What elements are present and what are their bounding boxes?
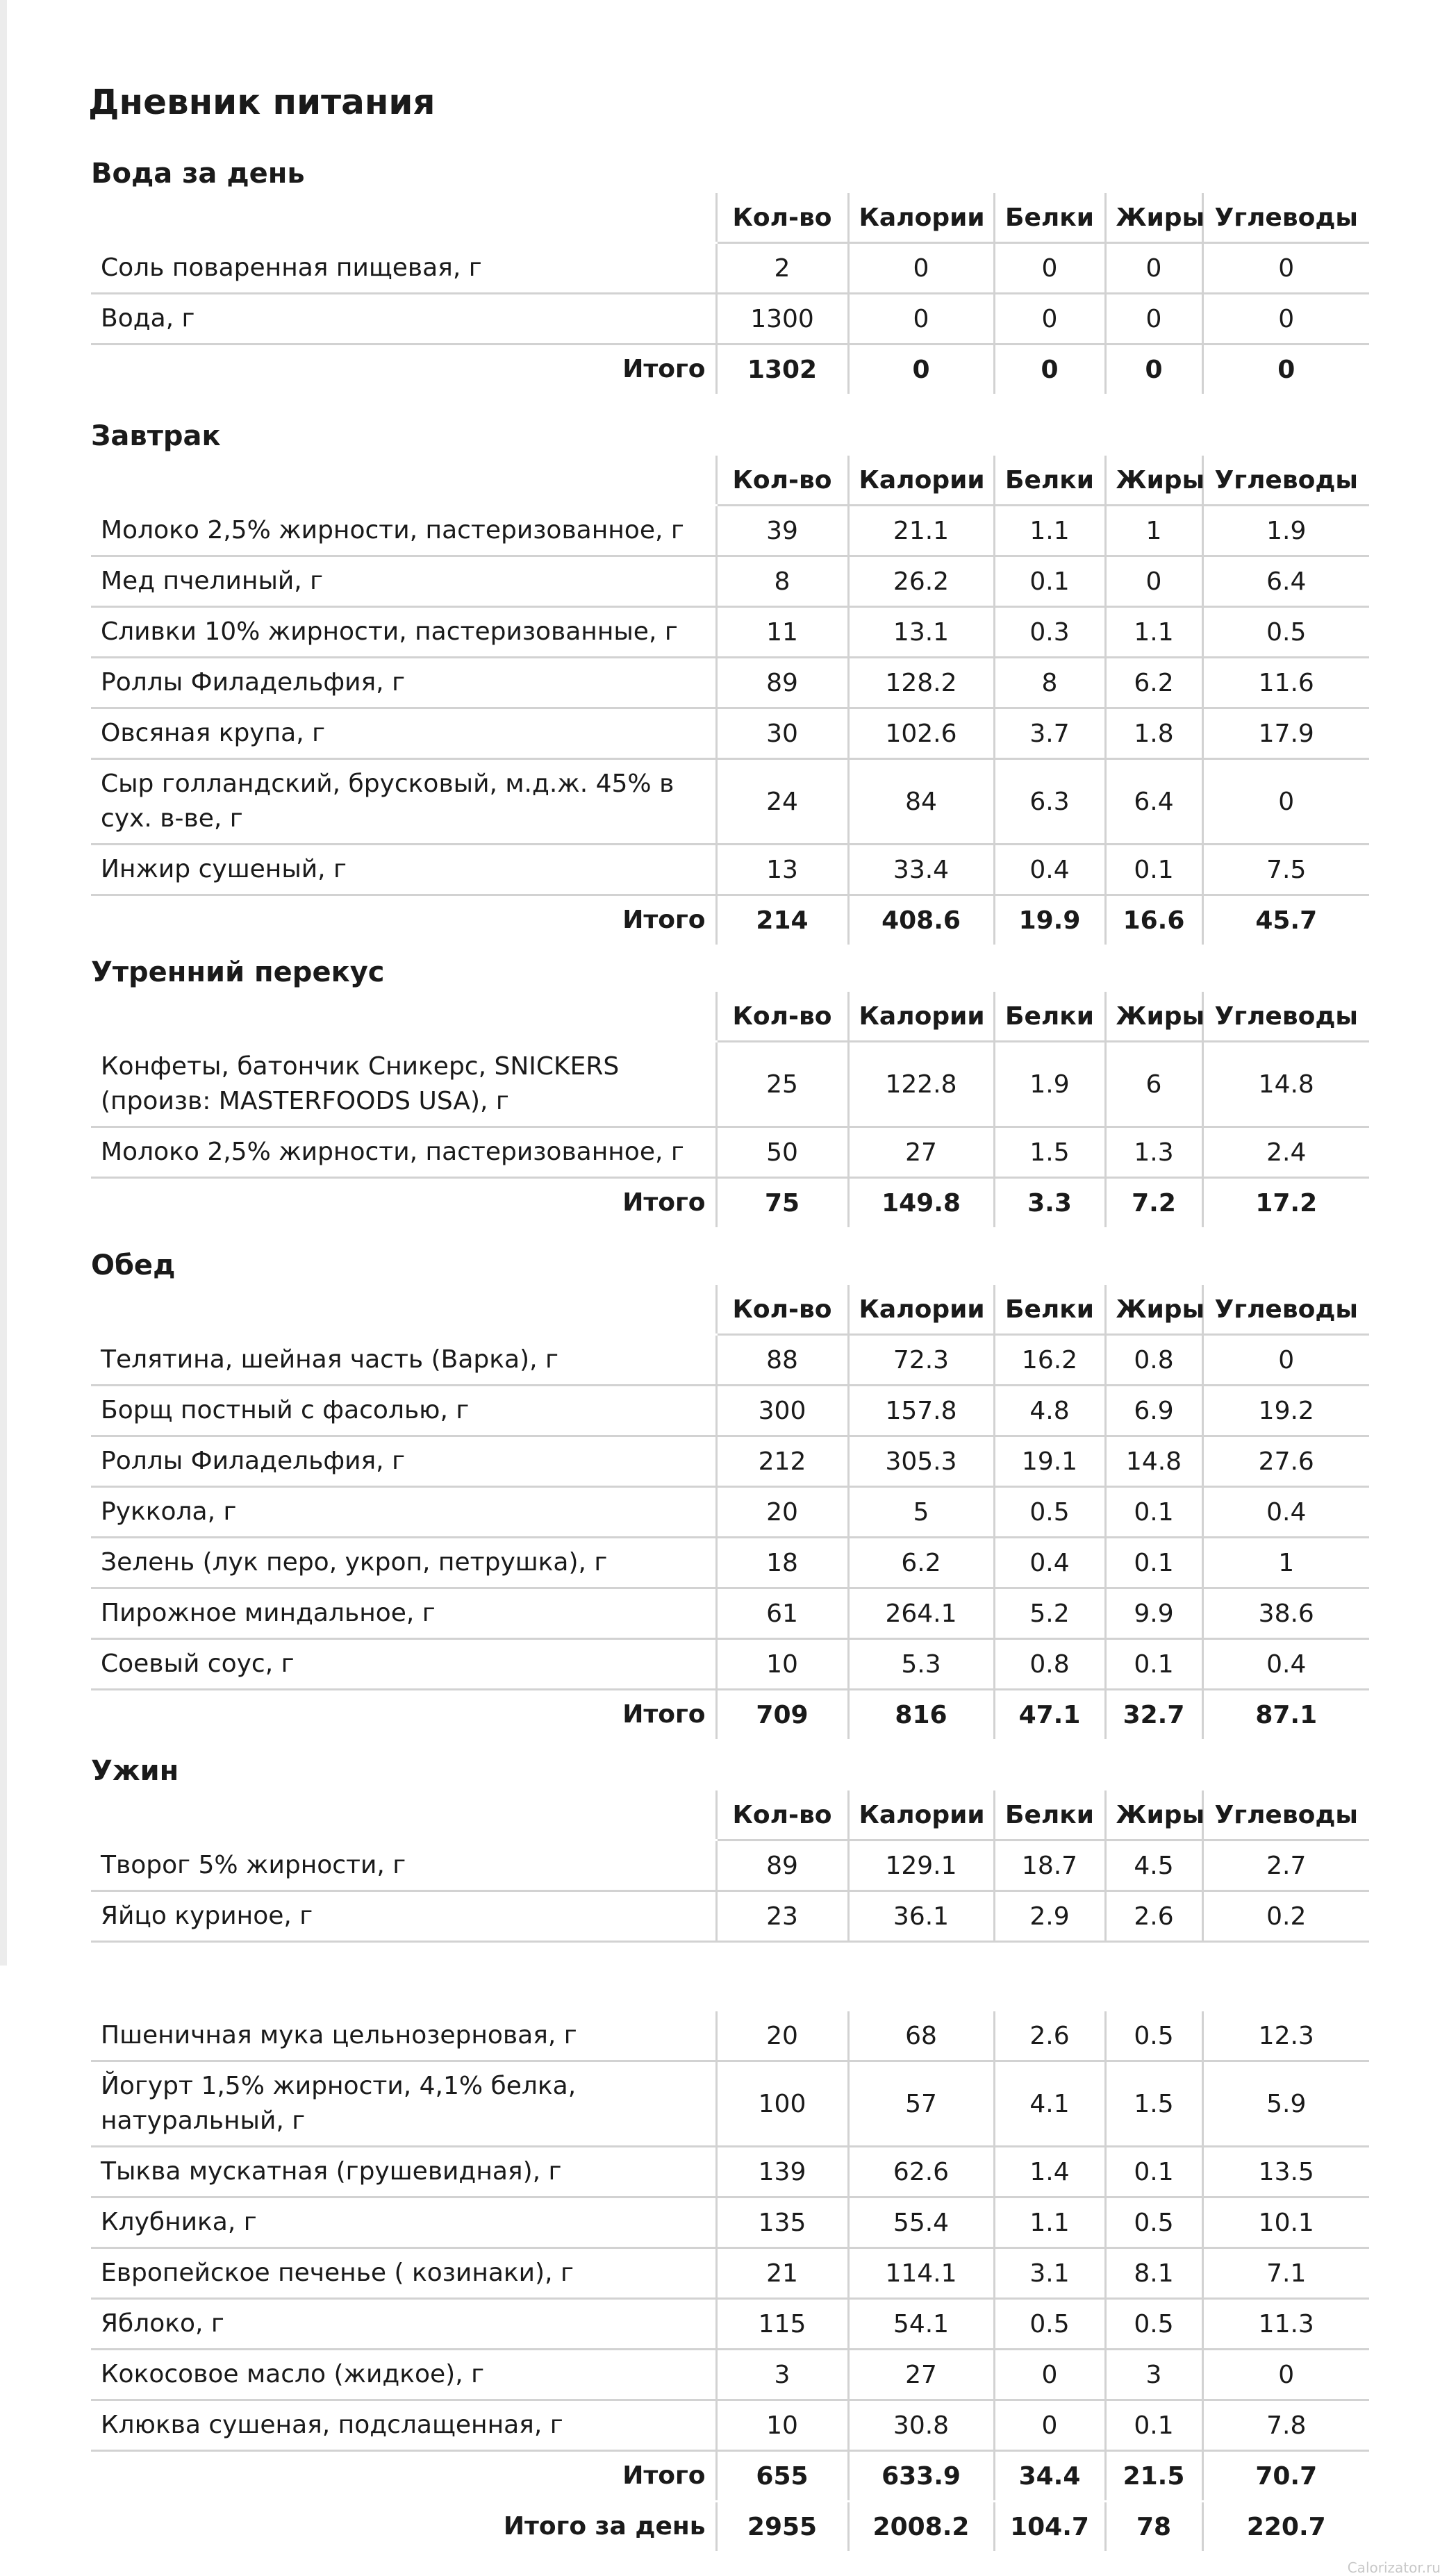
food-qty: 115 bbox=[716, 2299, 848, 2350]
food-qty: 30 bbox=[716, 708, 848, 759]
table-row bbox=[91, 845, 1369, 895]
table-row bbox=[91, 708, 1369, 759]
food-fat: 3 bbox=[1105, 2350, 1202, 2400]
food-carb: 19.2 bbox=[1202, 1386, 1369, 1436]
day-total-qty: 2955 bbox=[716, 2502, 848, 2552]
total-cal: 816 bbox=[848, 1690, 994, 1740]
table-header-row bbox=[91, 1285, 1369, 1335]
header-name-cell bbox=[91, 1790, 716, 1840]
meal-title: Завтрак bbox=[91, 420, 221, 452]
food-cal: 27 bbox=[848, 2350, 994, 2400]
table-row bbox=[91, 1538, 1369, 1588]
food-cal: 26.2 bbox=[848, 556, 994, 607]
food-qty: 13 bbox=[716, 845, 848, 895]
food-cal: 68 bbox=[848, 2011, 994, 2061]
total-pro: 0 bbox=[994, 344, 1105, 395]
food-cal: 57 bbox=[848, 2061, 994, 2147]
food-qty: 100 bbox=[716, 2061, 848, 2147]
food-pro: 0 bbox=[994, 2400, 1105, 2451]
food-name: Сливки 10% жирности, пастеризованные, г bbox=[91, 607, 716, 658]
food-pro: 0.4 bbox=[994, 1538, 1105, 1588]
table-row bbox=[91, 2299, 1369, 2350]
table-row bbox=[91, 2147, 1369, 2197]
total-cal: 633.9 bbox=[848, 2451, 994, 2502]
table-row bbox=[91, 1335, 1369, 1386]
food-fat: 0.1 bbox=[1105, 2147, 1202, 2197]
food-name: Европейское печенье ( козинаки), г bbox=[91, 2248, 716, 2299]
food-cal: 129.1 bbox=[848, 1840, 994, 1891]
food-pro: 1.4 bbox=[994, 2147, 1105, 2197]
header-qty: Кол-во bbox=[716, 1790, 848, 1840]
meal-title: Утренний перекус bbox=[91, 956, 385, 988]
food-name: Борщ постный с фасолью, г bbox=[91, 1386, 716, 1436]
food-carb: 1.9 bbox=[1202, 506, 1369, 556]
food-fat: 2.6 bbox=[1105, 1891, 1202, 1942]
food-pro: 0 bbox=[994, 2350, 1105, 2400]
food-name: Кокосовое масло (жидкое), г bbox=[91, 2350, 716, 2400]
food-pro: 0.8 bbox=[994, 1639, 1105, 1690]
food-qty: 1300 bbox=[716, 294, 848, 344]
header-fat: Жиры bbox=[1105, 456, 1202, 506]
header-pro: Белки bbox=[994, 193, 1105, 243]
food-fat: 1.3 bbox=[1105, 1127, 1202, 1178]
food-fat: 0.1 bbox=[1105, 1639, 1202, 1690]
food-cal: 122.8 bbox=[848, 1042, 994, 1127]
food-cal: 305.3 bbox=[848, 1436, 994, 1487]
table-row bbox=[91, 1588, 1369, 1639]
food-name: Пшеничная мука цельнозерновая, г bbox=[91, 2011, 716, 2061]
meal-table bbox=[91, 1790, 1369, 1943]
table-row bbox=[91, 556, 1369, 607]
food-fat: 0.1 bbox=[1105, 1538, 1202, 1588]
table-row bbox=[91, 1840, 1369, 1891]
food-cal: 33.4 bbox=[848, 845, 994, 895]
header-cal: Калории bbox=[848, 1790, 994, 1840]
food-fat: 1.1 bbox=[1105, 607, 1202, 658]
meal-section bbox=[91, 1246, 1369, 1741]
total-row bbox=[91, 895, 1369, 946]
food-fat: 0.1 bbox=[1105, 845, 1202, 895]
food-pro: 5.2 bbox=[994, 1588, 1105, 1639]
food-carb: 10.1 bbox=[1202, 2197, 1369, 2248]
header-cal: Калории bbox=[848, 992, 994, 1042]
total-cal: 0 bbox=[848, 344, 994, 395]
food-pro: 1.5 bbox=[994, 1127, 1105, 1178]
total-cal: 408.6 bbox=[848, 895, 994, 946]
food-name: Конфеты, батончик Сникерс, SNICKERS (произв: MASTERFOODS USA), г bbox=[91, 1042, 716, 1127]
table-row bbox=[91, 243, 1369, 294]
header-pro: Белки bbox=[994, 992, 1105, 1042]
table-header-row bbox=[91, 193, 1369, 243]
header-qty: Кол-во bbox=[716, 456, 848, 506]
table-row bbox=[91, 1891, 1369, 1942]
food-fat: 0.1 bbox=[1105, 1487, 1202, 1538]
food-qty: 25 bbox=[716, 1042, 848, 1127]
table-header-row bbox=[91, 1790, 1369, 1840]
food-cal: 21.1 bbox=[848, 506, 994, 556]
food-carb: 7.1 bbox=[1202, 2248, 1369, 2299]
food-pro: 4.8 bbox=[994, 1386, 1105, 1436]
food-name: Роллы Филадельфия, г bbox=[91, 1436, 716, 1487]
food-qty: 139 bbox=[716, 2147, 848, 2197]
food-carb: 27.6 bbox=[1202, 1436, 1369, 1487]
header-cal: Калории bbox=[848, 456, 994, 506]
food-carb: 0 bbox=[1202, 2350, 1369, 2400]
food-cal: 157.8 bbox=[848, 1386, 994, 1436]
table-row bbox=[91, 1639, 1369, 1690]
food-carb: 11.3 bbox=[1202, 2299, 1369, 2350]
food-fat: 4.5 bbox=[1105, 1840, 1202, 1891]
header-fat: Жиры bbox=[1105, 193, 1202, 243]
total-label: Итого bbox=[622, 2461, 706, 2490]
food-pro: 3.7 bbox=[994, 708, 1105, 759]
food-pro: 2.6 bbox=[994, 2011, 1105, 2061]
food-carb: 0.4 bbox=[1202, 1487, 1369, 1538]
food-cal: 114.1 bbox=[848, 2248, 994, 2299]
food-name: Руккола, г bbox=[91, 1487, 716, 1538]
meal-table bbox=[91, 193, 1369, 396]
food-carb: 13.5 bbox=[1202, 2147, 1369, 2197]
total-pro: 47.1 bbox=[994, 1690, 1105, 1740]
meal-table bbox=[91, 1285, 1369, 1741]
food-pro: 1.9 bbox=[994, 1042, 1105, 1127]
food-fat: 0.5 bbox=[1105, 2197, 1202, 2248]
total-row bbox=[91, 344, 1369, 395]
header-carb: Углеводы bbox=[1202, 456, 1369, 506]
food-name: Яблоко, г bbox=[91, 2299, 716, 2350]
food-fat: 6.4 bbox=[1105, 759, 1202, 845]
food-fat: 0.5 bbox=[1105, 2299, 1202, 2350]
header-name-cell bbox=[91, 1285, 716, 1335]
food-fat: 0.8 bbox=[1105, 1335, 1202, 1386]
food-fat: 0.5 bbox=[1105, 2011, 1202, 2061]
food-carb: 38.6 bbox=[1202, 1588, 1369, 1639]
food-name: Инжир сушеный, г bbox=[91, 845, 716, 895]
food-qty: 10 bbox=[716, 2400, 848, 2451]
table-row bbox=[91, 759, 1369, 845]
header-fat: Жиры bbox=[1105, 1285, 1202, 1335]
food-cal: 102.6 bbox=[848, 708, 994, 759]
food-cal: 27 bbox=[848, 1127, 994, 1178]
food-fat: 0 bbox=[1105, 294, 1202, 344]
food-qty: 11 bbox=[716, 607, 848, 658]
header-carb: Углеводы bbox=[1202, 193, 1369, 243]
watermark: Calorizator.ru bbox=[1347, 2559, 1441, 2576]
table-row bbox=[91, 294, 1369, 344]
table-row bbox=[91, 2061, 1369, 2147]
food-fat: 14.8 bbox=[1105, 1436, 1202, 1487]
food-pro: 3.1 bbox=[994, 2248, 1105, 2299]
meal-table bbox=[91, 2011, 1369, 2553]
header-carb: Углеводы bbox=[1202, 1790, 1369, 1840]
total-qty: 655 bbox=[716, 2451, 848, 2502]
header-name-cell bbox=[91, 456, 716, 506]
food-fat: 9.9 bbox=[1105, 1588, 1202, 1639]
table-row bbox=[91, 1487, 1369, 1538]
food-cal: 30.8 bbox=[848, 2400, 994, 2451]
total-carb: 70.7 bbox=[1202, 2451, 1369, 2502]
page-title: Дневник питания bbox=[88, 82, 436, 122]
food-pro: 0.3 bbox=[994, 607, 1105, 658]
food-qty: 3 bbox=[716, 2350, 848, 2400]
header-pro: Белки bbox=[994, 1285, 1105, 1335]
total-pro: 3.3 bbox=[994, 1178, 1105, 1229]
food-carb: 0.5 bbox=[1202, 607, 1369, 658]
food-pro: 0 bbox=[994, 243, 1105, 294]
total-fat: 21.5 bbox=[1105, 2451, 1202, 2502]
left-edge-strip bbox=[0, 0, 7, 1966]
meal-section bbox=[91, 953, 1369, 1229]
day-total-carb: 220.7 bbox=[1202, 2502, 1369, 2552]
food-pro: 19.1 bbox=[994, 1436, 1105, 1487]
food-name: Соевый соус, г bbox=[91, 1639, 716, 1690]
food-carb: 0.2 bbox=[1202, 1891, 1369, 1942]
meal-title: Вода за день bbox=[91, 158, 305, 190]
food-name: Вода, г bbox=[91, 294, 716, 344]
header-fat: Жиры bbox=[1105, 1790, 1202, 1840]
food-carb: 0 bbox=[1202, 243, 1369, 294]
table-row bbox=[91, 607, 1369, 658]
food-pro: 8 bbox=[994, 658, 1105, 708]
table-row bbox=[91, 2011, 1369, 2061]
food-fat: 8.1 bbox=[1105, 2248, 1202, 2299]
food-carb: 2.4 bbox=[1202, 1127, 1369, 1178]
table-header-row bbox=[91, 992, 1369, 1042]
food-fat: 0 bbox=[1105, 243, 1202, 294]
food-qty: 61 bbox=[716, 1588, 848, 1639]
meal-section bbox=[91, 1752, 1369, 1943]
food-qty: 88 bbox=[716, 1335, 848, 1386]
food-name: Молоко 2,5% жирности, пастеризованное, г bbox=[91, 506, 716, 556]
total-pro: 34.4 bbox=[994, 2451, 1105, 2502]
food-cal: 5.3 bbox=[848, 1639, 994, 1690]
meal-table bbox=[91, 456, 1369, 947]
food-qty: 135 bbox=[716, 2197, 848, 2248]
food-cal: 264.1 bbox=[848, 1588, 994, 1639]
food-name: Тыква мускатная (грушевидная), г bbox=[91, 2147, 716, 2197]
total-carb: 0 bbox=[1202, 344, 1369, 395]
food-qty: 39 bbox=[716, 506, 848, 556]
day-total-pro: 104.7 bbox=[994, 2502, 1105, 2552]
food-name: Зелень (лук перо, укроп, петрушка), г bbox=[91, 1538, 716, 1588]
food-name: Сыр голландский, брусковый, м.д.ж. 45% в сух. в-ве, г bbox=[91, 759, 716, 845]
food-pro: 0.5 bbox=[994, 2299, 1105, 2350]
food-carb: 6.4 bbox=[1202, 556, 1369, 607]
total-label: Итого bbox=[622, 355, 706, 383]
total-pro: 19.9 bbox=[994, 895, 1105, 946]
food-qty: 18 bbox=[716, 1538, 848, 1588]
total-row bbox=[91, 1178, 1369, 1229]
food-carb: 0 bbox=[1202, 294, 1369, 344]
food-name: Клубника, г bbox=[91, 2197, 716, 2248]
header-name-cell bbox=[91, 193, 716, 243]
food-cal: 0 bbox=[848, 243, 994, 294]
food-carb: 5.9 bbox=[1202, 2061, 1369, 2147]
food-name: Яйцо куриное, г bbox=[91, 1891, 716, 1942]
food-pro: 0 bbox=[994, 294, 1105, 344]
food-name: Пирожное миндальное, г bbox=[91, 1588, 716, 1639]
table-row bbox=[91, 658, 1369, 708]
food-pro: 16.2 bbox=[994, 1335, 1105, 1386]
total-label: Итого bbox=[622, 906, 706, 934]
food-fat: 1.8 bbox=[1105, 708, 1202, 759]
total-label: Итого bbox=[622, 1188, 706, 1217]
food-pro: 6.3 bbox=[994, 759, 1105, 845]
header-pro: Белки bbox=[994, 456, 1105, 506]
food-cal: 5 bbox=[848, 1487, 994, 1538]
food-carb: 17.9 bbox=[1202, 708, 1369, 759]
food-name: Соль поваренная пищевая, г bbox=[91, 243, 716, 294]
header-qty: Кол-во bbox=[716, 193, 848, 243]
meal-section bbox=[91, 1972, 1369, 2553]
food-qty: 50 bbox=[716, 1127, 848, 1178]
table-row bbox=[91, 1386, 1369, 1436]
food-name: Роллы Филадельфия, г bbox=[91, 658, 716, 708]
food-carb: 12.3 bbox=[1202, 2011, 1369, 2061]
total-row bbox=[91, 1690, 1369, 1740]
food-cal: 72.3 bbox=[848, 1335, 994, 1386]
day-total-label: Итого за день bbox=[503, 2512, 706, 2541]
food-pro: 1.1 bbox=[994, 506, 1105, 556]
food-cal: 54.1 bbox=[848, 2299, 994, 2350]
total-qty: 75 bbox=[716, 1178, 848, 1229]
food-carb: 11.6 bbox=[1202, 658, 1369, 708]
food-qty: 300 bbox=[716, 1386, 848, 1436]
food-qty: 24 bbox=[716, 759, 848, 845]
food-pro: 0.1 bbox=[994, 556, 1105, 607]
food-cal: 6.2 bbox=[848, 1538, 994, 1588]
total-qty: 1302 bbox=[716, 344, 848, 395]
header-cal: Калории bbox=[848, 193, 994, 243]
food-fat: 0 bbox=[1105, 556, 1202, 607]
total-fat: 0 bbox=[1105, 344, 1202, 395]
food-qty: 212 bbox=[716, 1436, 848, 1487]
day-total-fat: 78 bbox=[1105, 2502, 1202, 2552]
table-header-row bbox=[91, 456, 1369, 506]
header-qty: Кол-во bbox=[716, 1285, 848, 1335]
food-name: Мед пчелиный, г bbox=[91, 556, 716, 607]
header-qty: Кол-во bbox=[716, 992, 848, 1042]
food-pro: 0.5 bbox=[994, 1487, 1105, 1538]
food-carb: 2.7 bbox=[1202, 1840, 1369, 1891]
total-cal: 149.8 bbox=[848, 1178, 994, 1229]
food-carb: 0 bbox=[1202, 759, 1369, 845]
food-fat: 6.2 bbox=[1105, 658, 1202, 708]
food-qty: 89 bbox=[716, 658, 848, 708]
meal-title: Обед bbox=[91, 1249, 176, 1281]
food-carb: 7.5 bbox=[1202, 845, 1369, 895]
table-row bbox=[91, 2248, 1369, 2299]
food-qty: 20 bbox=[716, 1487, 848, 1538]
table-row bbox=[91, 2350, 1369, 2400]
food-cal: 13.1 bbox=[848, 607, 994, 658]
food-cal: 55.4 bbox=[848, 2197, 994, 2248]
food-qty: 10 bbox=[716, 1639, 848, 1690]
meal-table bbox=[91, 992, 1369, 1229]
food-cal: 62.6 bbox=[848, 2147, 994, 2197]
meal-title: Ужин bbox=[91, 1755, 179, 1787]
food-name: Телятина, шейная часть (Варка), г bbox=[91, 1335, 716, 1386]
food-fat: 0.1 bbox=[1105, 2400, 1202, 2451]
total-carb: 45.7 bbox=[1202, 895, 1369, 946]
food-qty: 23 bbox=[716, 1891, 848, 1942]
total-qty: 214 bbox=[716, 895, 848, 946]
food-fat: 1 bbox=[1105, 506, 1202, 556]
food-qty: 8 bbox=[716, 556, 848, 607]
food-fat: 6.9 bbox=[1105, 1386, 1202, 1436]
food-name: Молоко 2,5% жирности, пастеризованное, г bbox=[91, 1127, 716, 1178]
food-name: Йогурт 1,5% жирности, 4,1% белка, натуральный, г bbox=[91, 2061, 716, 2147]
header-carb: Углеводы bbox=[1202, 992, 1369, 1042]
food-fat: 1.5 bbox=[1105, 2061, 1202, 2147]
food-cal: 36.1 bbox=[848, 1891, 994, 1942]
food-cal: 0 bbox=[848, 294, 994, 344]
food-pro: 0.4 bbox=[994, 845, 1105, 895]
table-row bbox=[91, 2400, 1369, 2451]
food-cal: 128.2 bbox=[848, 658, 994, 708]
food-carb: 0.4 bbox=[1202, 1639, 1369, 1690]
meal-section bbox=[91, 417, 1369, 947]
food-carb: 1 bbox=[1202, 1538, 1369, 1588]
header-fat: Жиры bbox=[1105, 992, 1202, 1042]
food-pro: 4.1 bbox=[994, 2061, 1105, 2147]
food-qty: 89 bbox=[716, 1840, 848, 1891]
header-pro: Белки bbox=[994, 1790, 1105, 1840]
total-carb: 87.1 bbox=[1202, 1690, 1369, 1740]
day-total-row bbox=[91, 2502, 1369, 2552]
total-fat: 32.7 bbox=[1105, 1690, 1202, 1740]
total-row bbox=[91, 2451, 1369, 2502]
total-carb: 17.2 bbox=[1202, 1178, 1369, 1229]
table-row bbox=[91, 1127, 1369, 1178]
table-row bbox=[91, 1042, 1369, 1127]
food-qty: 2 bbox=[716, 243, 848, 294]
food-fat: 6 bbox=[1105, 1042, 1202, 1127]
total-label: Итого bbox=[622, 1700, 706, 1729]
food-qty: 20 bbox=[716, 2011, 848, 2061]
meal-section bbox=[91, 154, 1369, 396]
table-row bbox=[91, 1436, 1369, 1487]
food-cal: 84 bbox=[848, 759, 994, 845]
food-carb: 0 bbox=[1202, 1335, 1369, 1386]
food-pro: 2.9 bbox=[994, 1891, 1105, 1942]
food-name: Клюква сушеная, подслащенная, г bbox=[91, 2400, 716, 2451]
header-carb: Углеводы bbox=[1202, 1285, 1369, 1335]
food-carb: 7.8 bbox=[1202, 2400, 1369, 2451]
total-fat: 7.2 bbox=[1105, 1178, 1202, 1229]
food-pro: 18.7 bbox=[994, 1840, 1105, 1891]
food-qty: 21 bbox=[716, 2248, 848, 2299]
total-qty: 709 bbox=[716, 1690, 848, 1740]
food-name: Овсяная крупа, г bbox=[91, 708, 716, 759]
food-carb: 14.8 bbox=[1202, 1042, 1369, 1127]
food-name: Творог 5% жирности, г bbox=[91, 1840, 716, 1891]
food-pro: 1.1 bbox=[994, 2197, 1105, 2248]
header-cal: Калории bbox=[848, 1285, 994, 1335]
day-total-cal: 2008.2 bbox=[848, 2502, 994, 2552]
table-row bbox=[91, 506, 1369, 556]
table-row bbox=[91, 2197, 1369, 2248]
total-fat: 16.6 bbox=[1105, 895, 1202, 946]
header-name-cell bbox=[91, 992, 716, 1042]
